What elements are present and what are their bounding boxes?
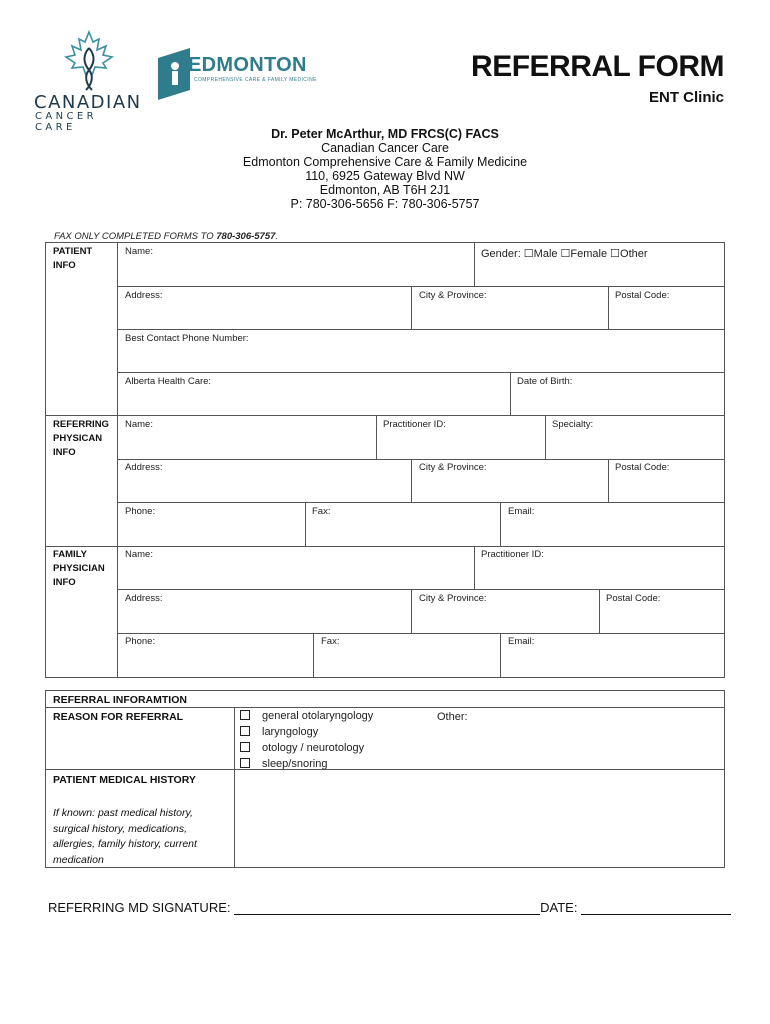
- patient-name-label: Name:: [125, 246, 153, 257]
- checkbox-icon[interactable]: [240, 742, 250, 752]
- logo-canadian-text: CANADIAN: [34, 92, 142, 113]
- patient-phone-label: Best Contact Phone Number:: [125, 333, 249, 344]
- doctor-info: [0, 127, 770, 211]
- doctor-phone-fax: P: 780-306-5656 F: 780-306-5757: [290, 197, 480, 211]
- doctor-org1: Canadian Cancer Care: [321, 141, 449, 155]
- referring-name-field[interactable]: [117, 415, 377, 460]
- history-field[interactable]: [234, 769, 725, 868]
- family-fax-field[interactable]: [313, 633, 501, 678]
- family-phone-label: Phone:: [125, 636, 156, 647]
- referring-fax-field[interactable]: [305, 502, 501, 547]
- patient-name-field[interactable]: [117, 242, 475, 287]
- referring-phone-label: Phone:: [125, 506, 156, 517]
- family-fax-label: Fax:: [321, 636, 340, 647]
- checkbox-icon[interactable]: [240, 710, 250, 720]
- referring-postal-label: Postal Code:: [615, 462, 670, 473]
- date-label: DATE:: [540, 900, 578, 915]
- family-info-label: FAMILY PHYSICIAN INFO: [53, 549, 105, 588]
- option-label: otology / neurotology: [262, 742, 365, 754]
- option-label: sleep/snoring: [262, 758, 328, 770]
- form-title: REFERRAL FORM: [471, 50, 724, 83]
- patient-postal-label: Postal Code:: [615, 290, 670, 301]
- family-city-label: City & Province:: [419, 593, 487, 604]
- fax-note-text: FAX ONLY COMPLETED FORMS TO: [54, 231, 217, 242]
- patient-dob-label: Date of Birth:: [517, 376, 573, 387]
- signature-label: REFERRING MD SIGNATURE:: [48, 900, 231, 915]
- referring-name-label: Name:: [125, 419, 153, 430]
- edmonton-logo: [158, 48, 328, 100]
- doctor-org2: Edmonton Comprehensive Care & Family Medicine: [242, 155, 528, 169]
- option-laryngology[interactable]: [240, 726, 318, 738]
- signature-line: [48, 900, 731, 915]
- patient-city-label: City & Province:: [419, 290, 487, 301]
- referring-address-label: Address:: [125, 462, 163, 473]
- checkbox-icon[interactable]: [240, 726, 250, 736]
- option-label: laryngology: [262, 726, 319, 738]
- referral-reason-label: REASON FOR REFERRAL: [53, 711, 184, 723]
- referring-practitioner-label: Practitioner ID:: [383, 419, 446, 430]
- doctor-address1: 110, 6925 Gateway Blvd NW: [305, 169, 465, 183]
- option-label: general otolaryngology: [262, 710, 374, 722]
- referral-info-title: REFERRAL INFORAMTION: [53, 694, 187, 706]
- referring-city-label: City & Province:: [419, 462, 487, 473]
- referring-specialty-label: Specialty:: [552, 419, 594, 430]
- family-practitioner-label: Practitioner ID:: [481, 549, 544, 560]
- date-field[interactable]: [581, 902, 731, 915]
- referral-other-label[interactable]: Other:: [437, 711, 468, 723]
- patient-address-label: Address:: [125, 290, 163, 301]
- patient-health-label: Alberta Health Care:: [125, 376, 212, 387]
- signature-field[interactable]: [234, 902, 540, 915]
- family-email-label: Email:: [508, 636, 535, 647]
- checkbox-icon[interactable]: [240, 758, 250, 768]
- logo-edmonton-text: EDMONTON: [188, 54, 307, 76]
- form-subtitle: ENT Clinic: [648, 89, 724, 106]
- edmonton-emblem-icon: [158, 48, 190, 100]
- fax-note-number: 780-306-5757: [216, 231, 276, 242]
- family-postal-label: Postal Code:: [606, 593, 661, 604]
- history-title: PATIENT MEDICAL HISTORY: [53, 774, 196, 786]
- logo-cancer-care-text: CANCER CARE: [35, 111, 97, 133]
- logo-edmonton-tagline: COMPREHENSIVE CARE & FAMILY MEDICINE: [194, 77, 317, 83]
- family-name-label: Name:: [125, 549, 153, 560]
- referring-email-label: Email:: [508, 506, 535, 517]
- family-name-field[interactable]: [117, 546, 475, 590]
- fax-note: [54, 231, 278, 242]
- option-otology-neurotology[interactable]: [240, 742, 364, 754]
- doctor-name: Dr. Peter McArthur, MD FRCS(C) FACS: [271, 127, 499, 141]
- referring-info-label: REFERRING PHYSICAN INFO: [53, 419, 109, 458]
- option-general-otolaryngology[interactable]: [240, 710, 373, 722]
- maple-leaf-ribbon-icon: [62, 30, 116, 92]
- patient-info-label: PATIENT INFO: [53, 246, 93, 271]
- family-address-label: Address:: [125, 593, 163, 604]
- patient-gender-label: Gender: ☐Male ☐Female ☐Other: [481, 248, 648, 260]
- doctor-address2: Edmonton, AB T6H 2J1: [319, 183, 451, 197]
- referring-fax-label: Fax:: [312, 506, 331, 517]
- canadian-cancer-care-logo: [34, 30, 144, 133]
- fax-note-suffix: .: [275, 231, 279, 242]
- history-hint: If known: past medical history, surgical history, medications, allergies, family history, current medication: [53, 807, 197, 866]
